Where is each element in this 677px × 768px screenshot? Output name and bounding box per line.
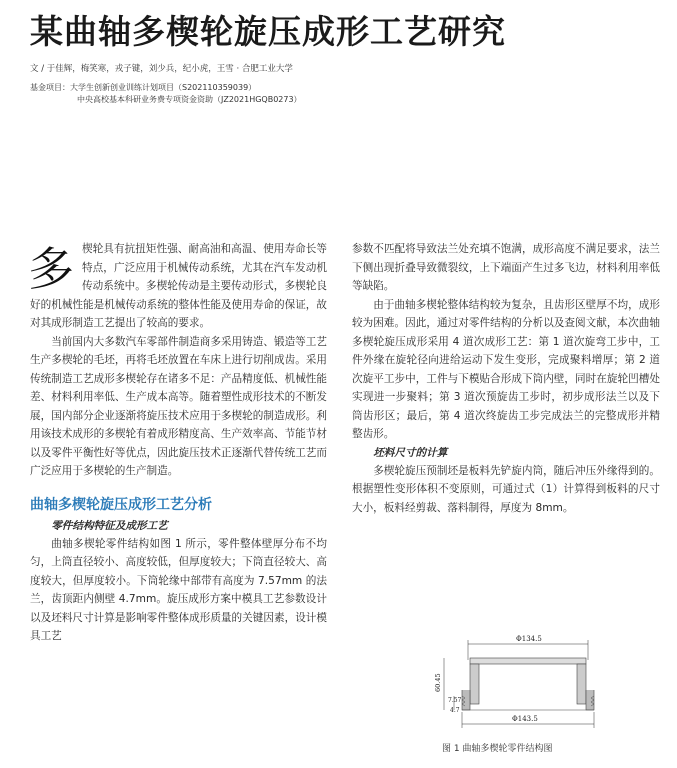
page-title: 某曲轴多楔轮旋压成形工艺研究 bbox=[30, 12, 506, 51]
author-line: 文 / 于佳辉，梅笑寒，戎子键，刘少兵，纪小虎，王雪 · 合肥工业大学 bbox=[30, 64, 293, 74]
subsection-heading-structure: 零件结构特征及成形工艺 bbox=[51, 519, 168, 532]
subsection-heading-blank: 坯料尺寸的计算 bbox=[373, 446, 448, 459]
right-wall bbox=[577, 664, 586, 704]
figure-caption: 图 1 曲轴多楔轮零件结构图 bbox=[442, 744, 553, 754]
dim-flange-label: 7.57 bbox=[448, 697, 462, 704]
paragraph-process: 由于曲轴多楔轮整体结构较为复杂，且齿形区壁厚不均，成形较为困难。因此，通过对零件结构的分析以及查阅文献，本次曲轴多楔轮旋压成形采用 4 道次成形工艺：第 1 道次旋弯工步中，工件外缘在旋轮径向进给运动下发生变形，完成聚料增厚；第 2 道次旋平工步中，工件与下模贴合形成下筒内壁，同时在旋轮凹槽处实现进一步聚料；第 3 道次预旋齿工步时，初步成形法兰以及下筒齿形区；最后，第 4 道次终旋齿工步完成法兰的完整成形并精整齿形。 bbox=[352, 298, 660, 440]
fund-line-1: 大学生创新创业训练计划项目（S202110359039） bbox=[70, 83, 257, 92]
paragraph-blank-size: 多楔轮旋压预制坯是板料先铲旋内筒，随后冲压外缘得到的。根据塑性变形体积不变原则，可通过式（1）计算得到板料的尺寸大小，板料经剪裁、落料制得，厚度为 8mm。 bbox=[352, 464, 660, 514]
right-flange bbox=[586, 690, 594, 710]
section-heading: 曲轴多楔轮旋压成形工艺分析 bbox=[30, 496, 212, 513]
fund-label: 基金项目： bbox=[30, 83, 70, 92]
dim-height-label: 60.45 bbox=[434, 673, 442, 692]
left-column bbox=[30, 240, 327, 646]
intro-text: 楔轮具有抗扭矩性强、耐高油和高温、使用寿命长等特点，广泛应用于机械传动系统，尤其在汽车发动机传动系统中。多楔轮传动是主要传动形式，多楔轮良好的机械性能是机械传动系统的整体性能及使用寿命的保证，故对其成形制造工艺提出了较高的要求。 bbox=[30, 243, 327, 329]
upper-rim bbox=[470, 658, 586, 664]
dim-top-label: Φ134.5 bbox=[516, 635, 542, 643]
left-wall bbox=[470, 664, 479, 704]
intro-paragraph bbox=[30, 240, 327, 333]
fund-info bbox=[30, 82, 302, 106]
drop-cap: 多 bbox=[28, 242, 74, 296]
dim-bottom-label: Φ143.5 bbox=[512, 715, 538, 723]
paragraph-continued: 参数不匹配将导致法兰处充填不饱满，成形高度不满足要求，法兰下侧出现折叠导致微裂纹，上下端面产生过多飞边，材料利用率低等缺陷。 bbox=[352, 243, 660, 292]
right-column bbox=[352, 240, 660, 517]
fund-line-2: 中央高校基本科研业务费专项资金资助（JZ2021HGQB0273） bbox=[77, 95, 302, 104]
wedge-teeth bbox=[462, 696, 594, 706]
dim-tooth-label: 4.7 bbox=[450, 707, 460, 714]
left-flange bbox=[462, 690, 470, 710]
paragraph-2: 当前国内大多数汽车零部件制造商多采用铸造、锻造等工艺生产多楔轮的毛坯，再将毛坯放置在车床上进行切削成齿。采用传统制造工艺成形多楔轮存在诸多不足：产品精度低、机械性能差、材料利用率低、生产成本高等。随着塑性成形技术的不断发展，国内部分企业逐渐将旋压技术应用于多楔轮的制造成形。利用该技术成形的多楔轮有着成形精度高、生产效率高、节能节材以及零件平衡性好等优点，因此旋压技术正逐渐代替传统工艺而广泛应用于多楔轮的生产制造。 bbox=[30, 335, 327, 477]
paragraph-3: 曲轴多楔轮零件结构如图 1 所示，零件整体壁厚分布不均匀，上筒直径较小、高度较低，但厚度较大；下筒直径较大、高度较大，但厚度较小。下筒轮缘中部带有高度为 7.57mm 的法兰，齿顶距内侧壁 4.7mm。旋压成形方案中模具工艺参数设计以及坯料尺寸计算是影响零件整体成形质量的关键因素，设计模具工艺 bbox=[30, 537, 327, 642]
part-structure-figure bbox=[420, 630, 620, 740]
